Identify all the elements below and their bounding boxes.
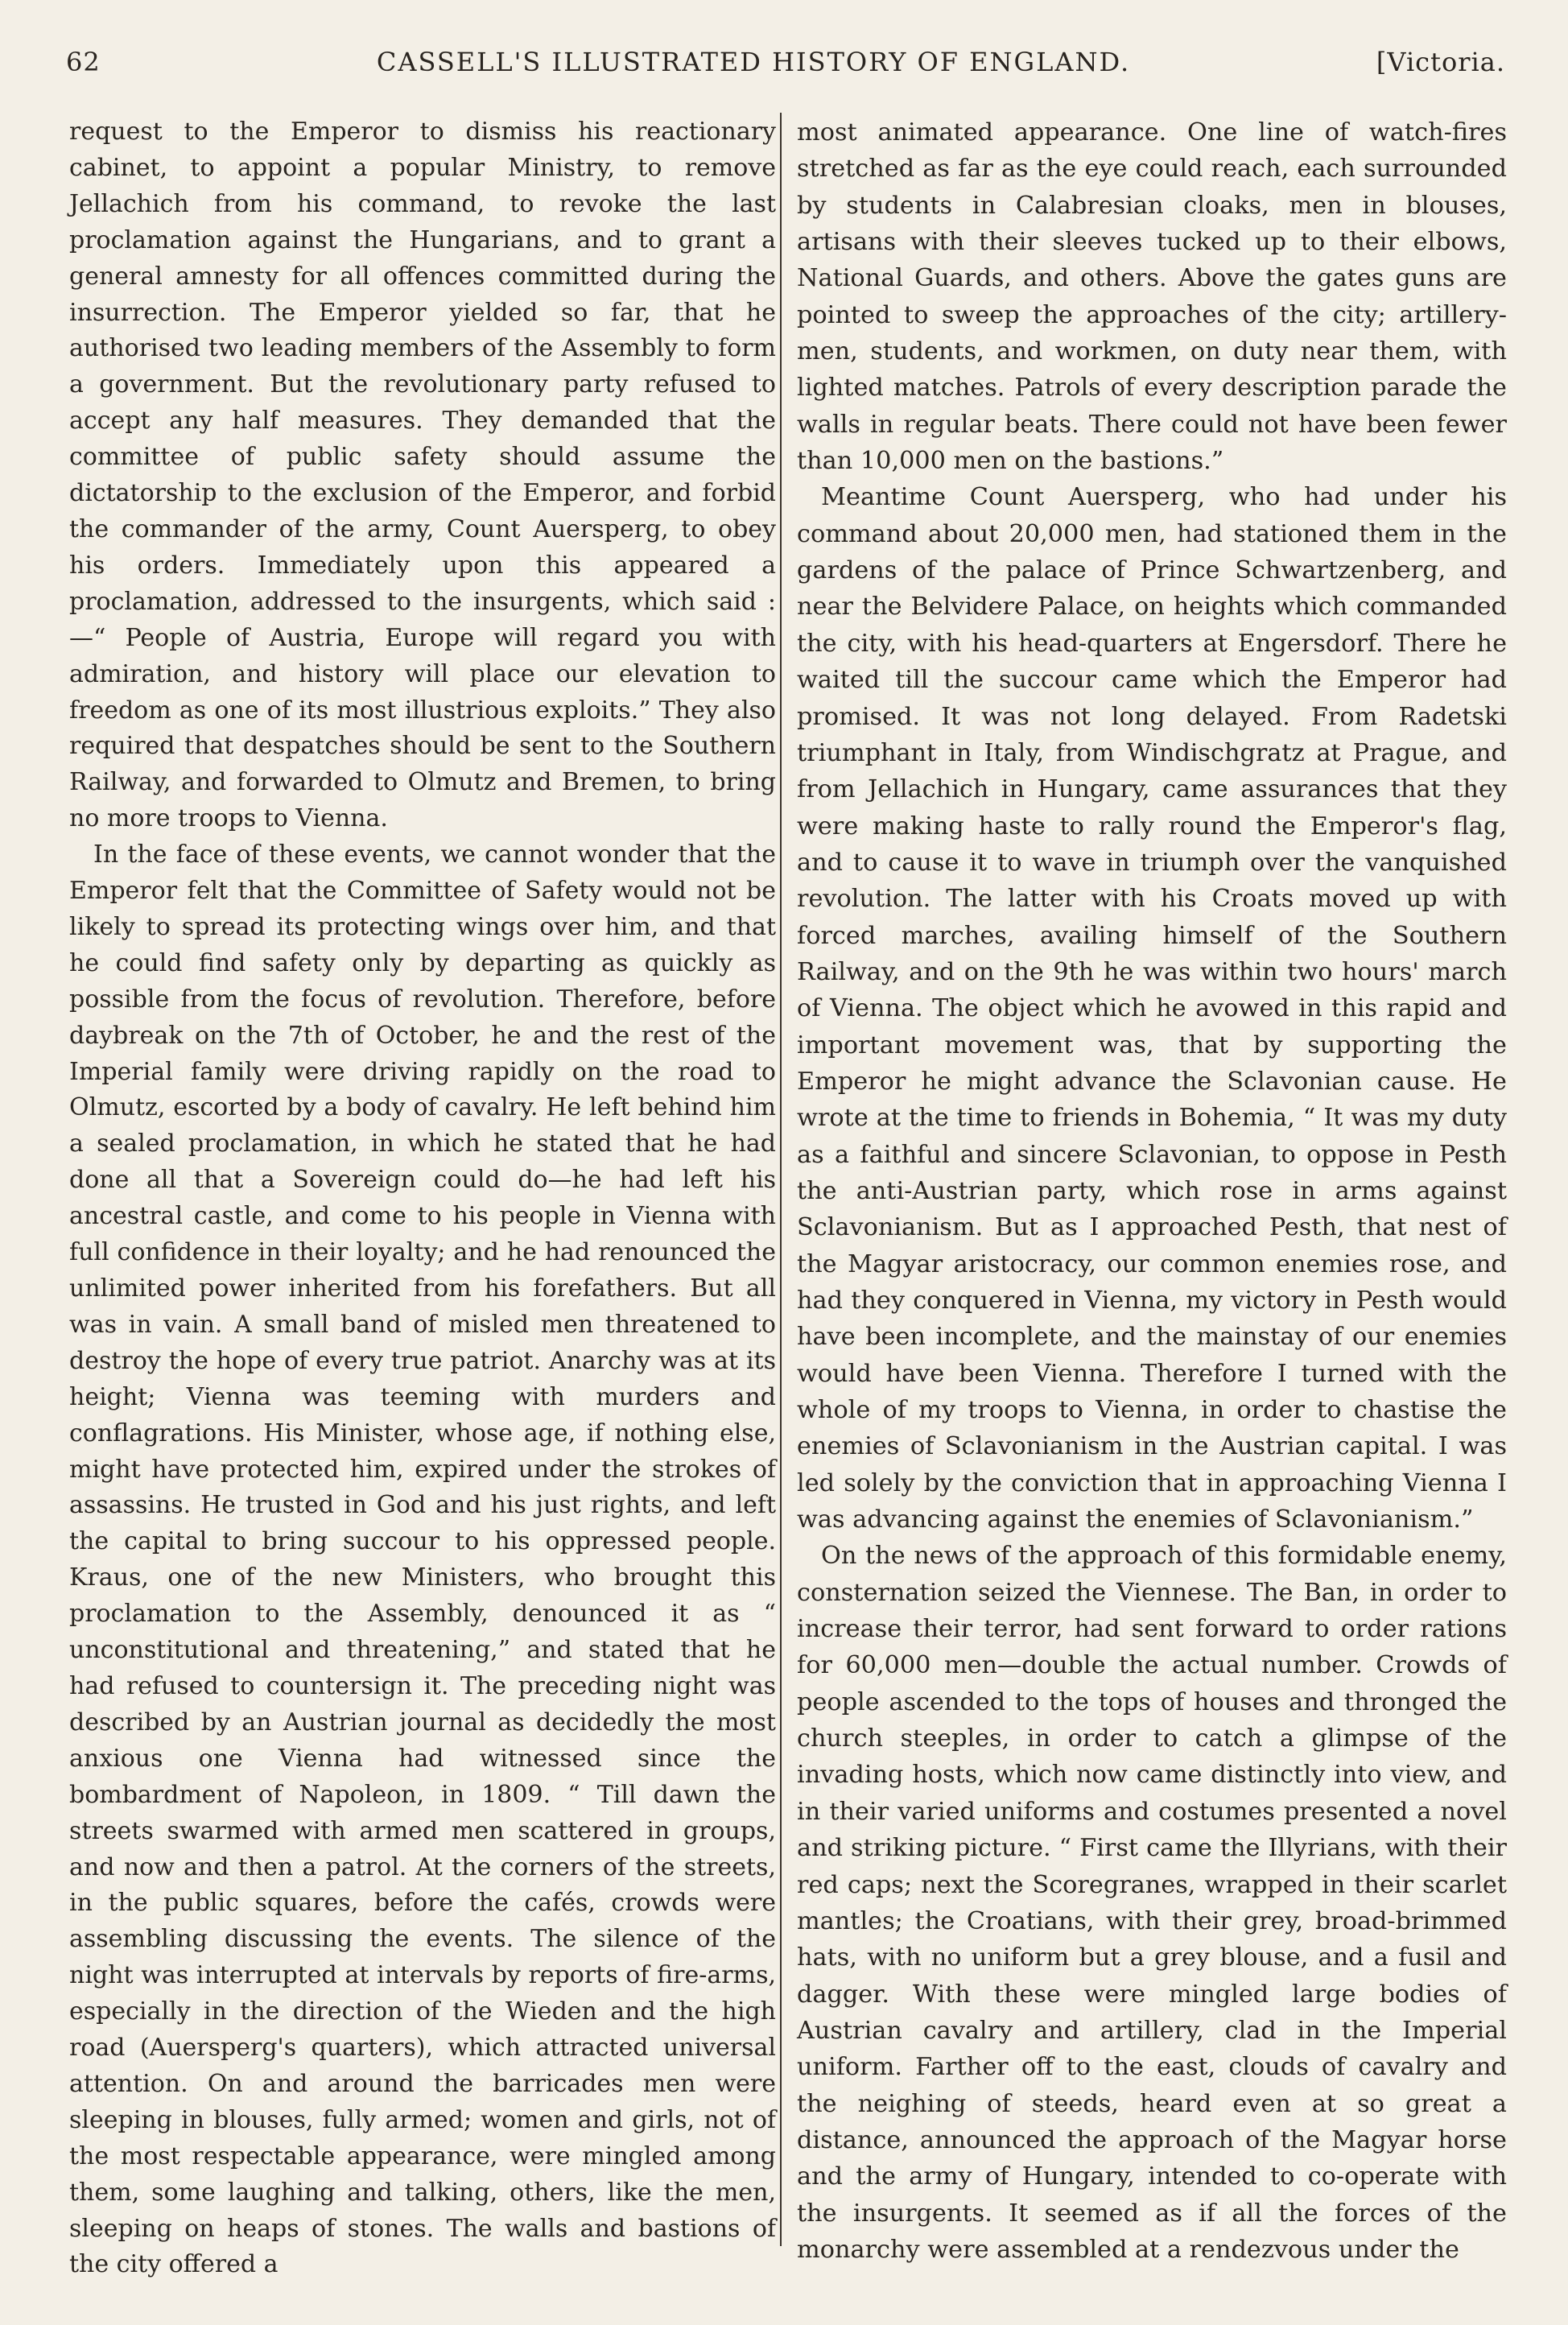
right-paragraph-1: most animated appearance. One line of watch-fires stretched as far as the eye could reach, each surrounded by students in Calabresian cloaks, men in blouses, artisans with their sleeves tucked up to their elbows, National Guards, and others. Above the gates guns are pointed to sweep the approaches of the city; artillery-men, students, and workmen, on duty near them, with lighted matches. Patrols of every description parade the walls in regular beats. There could not have been fewer than 10,000 men on the bastions.” — [797, 118, 1507, 476]
section-label: [Victoria. — [1376, 47, 1505, 77]
column-divider — [780, 113, 782, 2246]
right-column — [797, 114, 1507, 2268]
running-header — [66, 47, 1505, 87]
running-title: CASSELL'S ILLUSTRATED HISTORY OF ENGLAND. — [376, 47, 1131, 77]
page-number: 62 — [66, 47, 101, 77]
right-paragraph-3: On the news of the approach of this formidable enemy, consternation seized the Viennese. The Ban, in order to increase their terror, had sent forward to order rations for 60,000 men—double the actual number. Crowds of people ascended to the tops of houses and thronged the church steeples, in order to catch a glimpse of the invading hosts, which now came distinctly into view, and in their varied uniforms and costumes presented a novel and striking picture. “ First came the Illyrians, with their red caps; next the Scoregranes, wrapped in their scarlet mantles; the Croatians, with their grey, broad-brimmed hats, with no uniform but a grey blouse, and a fusil and dagger. With these were mingled large bodies of Austrian cavalry and artillery, clad in the Imperial uniform. Farther off to the east, clouds of cavalry and the neighing of steeds, heard even at so great a distance, announced the approach of the Magyar horse and the army of Hungary, intended to co-operate with the insurgents. It seemed as if all the forces of the monarchy were assembled at a rendezvous under the — [797, 1542, 1507, 2264]
left-column — [69, 114, 776, 2283]
left-paragraph-1: request to the Emperor to dismiss his reactionary cabinet, to appoint a popular Ministry, to remove Jellachich from his command, to revoke the last proclamation against the Hungarians, and to grant a general amnesty for all offences committed during the insurrection. The Emperor yielded so far, that he authorised two leading members of the Assembly to form a government. But the revolutionary party refused to accept any half measures. They demanded that the committee of public safety should assume the dictatorship to the exclusion of the Emperor, and forbid the commander of the army, Count Auersperg, to obey his orders. Immediately upon this appeared a proclamation, addressed to the insurgents, which said :—“ People of Austria, Europe will regard you with admiration, and history will place our elevation to freedom as one of its most illustrious exploits.” They also required that despatches should be sent to the Southern Railway, and forwarded to Olmutz and Bremen, to bring no more troops to Vienna. — [69, 118, 776, 833]
left-paragraph-2: In the face of these events, we cannot wonder that the Emperor felt that the Committee of Safety would not be likely to spread its protecting wings over him, and that he could find safety only by departing as quickly as possible from the focus of revolution. Therefore, before daybreak on the 7th of October, he and the rest of the Imperial family were driving rapidly on the road to Olmutz, escorted by a body of cavalry. He left behind him a sealed proclamation, in which he stated that he had done all that a Sovereign could do—he had left his ancestral castle, and come to his people in Vienna with full confidence in their loyalty; and he had renounced the unlimited power inherited from his forefathers. But all was in vain. A small band of misled men threatened to destroy the hope of every true patriot. Anarchy was at its height; Vienna was teeming with murders and conflagrations. His Minister, whose age, if nothing else, might have protected him, expired under the strokes of assassins. He trusted in God and his just rights, and left the capital to bring succour to his oppressed people. Kraus, one of the new Ministers, who brought this proclamation to the Assembly, denounced it as “ unconstitutional and threatening,” and stated that he had refused to countersign it. The preceding night was described by an Austrian journal as decidedly the most anxious one Vienna had witnessed since the bombardment of Napoleon, in 1809. “ Till dawn the streets swarmed with armed men scattered in groups, and now and then a patrol. At the corners of the streets, in the public squares, before the cafés, crowds were assembling discussing the events. The silence of the night was interrupted at intervals by reports of fire-arms, especially in the direction of the Wieden and the high road (Auersperg's quarters), which attracted universal attention. On and around the barricades men were sleeping in blouses, fully armed; women and girls, not of the most respectable appearance, were mingled among them, some laughing and talking, others, like the men, sleeping on heaps of stones. The walls and bastions of the city offered a — [69, 840, 776, 2279]
right-paragraph-2: Meantime Count Auersperg, who had under his command about 20,000 men, had stationed them in the gardens of the palace of Prince Schwartzenberg, and near the Belvidere Palace, on heights which commanded the city, with his head-quarters at Engersdorf. There he waited till the succour came which the Emperor had promised. It was not long delayed. From Radetski triumphant in Italy, from Windischgratz at Prague, and from Jellachich in Hungary, came assurances that they were making haste to rally round the Emperor's flag, and to cause it to wave in triumph over the vanquished revolution. The latter with his Croats moved up with forced marches, availing himself of the Southern Railway, and on the 9th he was within two hours' march of Vienna. The object which he avowed in this rapid and important movement was, that by supporting the Emperor he might advance the Sclavonian cause. He wrote at the time to friends in Bohemia, “ It was my duty as a faithful and sincere Sclavonian, to oppose in Pesth the anti-Austrian party, which rose in arms against Sclavonianism. But as I approached Pesth, that nest of the Magyar aristocracy, our common enemies rose, and had they conquered in Vienna, my victory in Pesth would have been incomplete, and the mainstay of our enemies would have been Vienna. Therefore I turned with the whole of my troops to Vienna, in order to chastise the enemies of Sclavonianism in the Austrian capital. I was led solely by the conviction that in approaching Vienna I was advancing against the enemies of Sclavonianism.” — [797, 483, 1507, 1534]
